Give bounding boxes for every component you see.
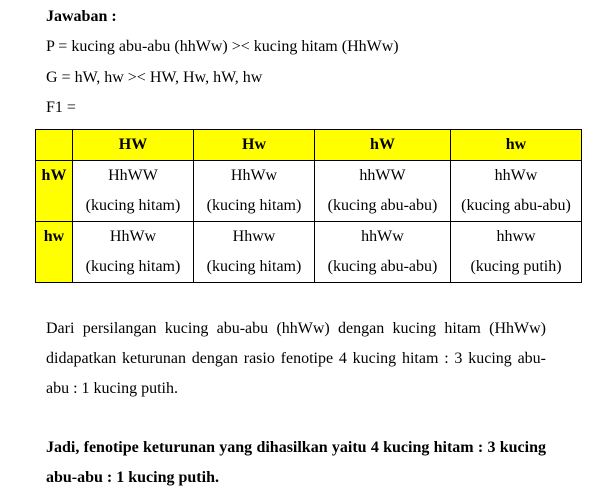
table-cell — [73, 222, 194, 283]
phenotype: (kucing abu-abu) — [327, 258, 438, 275]
punnett-square — [35, 129, 582, 283]
row-header: hw — [36, 222, 73, 283]
explanation-paragraph: Dari persilangan kucing abu-abu (hhWw) dengan kucing hitam (HhWw) didapatkan keturunan dengan rasio fenotipe 4 kucing hitam : 3 kucing abu-abu : 1 kucing putih. — [46, 320, 546, 397]
row-header: hW — [36, 161, 73, 222]
col-header: HW — [73, 130, 194, 161]
genotype: hhWW — [359, 167, 406, 184]
genotype: HhWw — [109, 228, 157, 245]
table-cell — [194, 161, 315, 222]
phenotype: (kucing hitam) — [85, 258, 181, 275]
genotype: hhWw — [361, 228, 404, 245]
phenotype: (kucing hitam) — [206, 197, 302, 214]
answer-heading: Jawaban : — [46, 8, 117, 25]
gametes-line: G = hW, hw >< HW, Hw, hW, hw — [46, 69, 263, 86]
genotype: Hhww — [232, 228, 276, 245]
phenotype: (kucing hitam) — [206, 258, 302, 275]
genotype: hhWw — [494, 167, 538, 184]
table-cell — [73, 161, 194, 222]
table-cell — [451, 161, 582, 222]
phenotype: (kucing abu-abu) — [327, 197, 438, 214]
col-header: hW — [315, 130, 451, 161]
genotype: hhww — [496, 228, 536, 245]
col-header: Hw — [194, 130, 315, 161]
phenotype: (kucing putih) — [470, 258, 562, 275]
phenotype: (kucing hitam) — [85, 197, 181, 214]
col-header: hw — [451, 130, 582, 161]
table-cell — [315, 161, 451, 222]
table-cell — [451, 222, 582, 283]
conclusion-paragraph: Jadi, fenotipe keturunan yang dihasilkan yaitu 4 kucing hitam : 3 kucing abu-abu : 1 kucing putih. — [46, 439, 546, 486]
genotype: HhWw — [230, 167, 278, 184]
phenotype: (kucing abu-abu) — [461, 197, 571, 214]
table-cell — [315, 222, 451, 283]
f1-label: F1 = — [46, 99, 76, 116]
parental-cross: P = kucing abu-abu (hhWw) >< kucing hitam (HhWw) — [46, 38, 399, 55]
corner-cell — [36, 130, 73, 161]
table-cell — [194, 222, 315, 283]
genotype: HhWW — [108, 167, 158, 184]
